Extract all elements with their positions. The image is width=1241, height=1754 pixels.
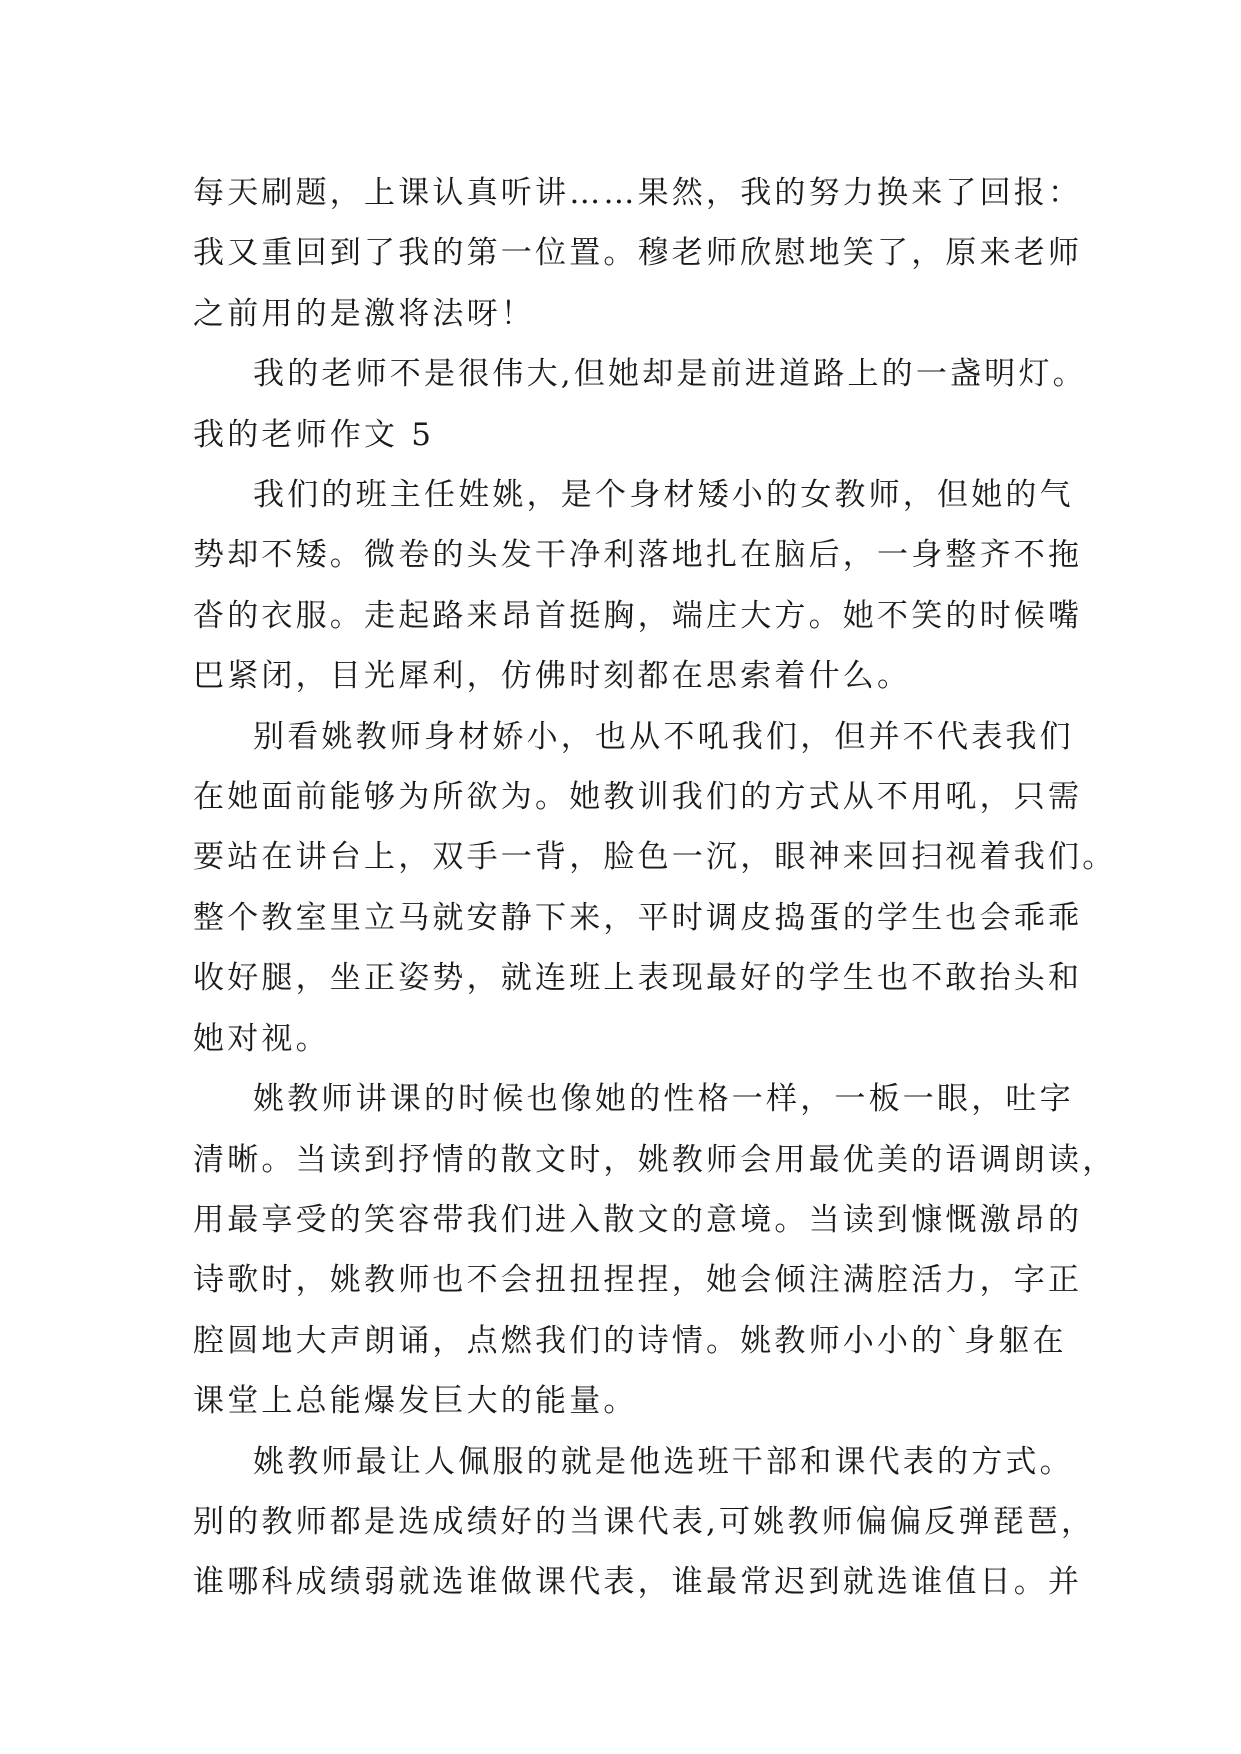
paragraph [193,344,1087,404]
text-line: 姚教师最让人佩服的就是他选班干部和课代表的方式。 [253,1443,1074,1480]
text-line: 在她面前能够为所欲为。她教训我们的方式从不用吼，只需 [193,779,1083,816]
text-line: 清晰。当读到抒情的散文时，姚教师会用最优美的语调朗读， [193,1141,1117,1178]
essay-body [193,163,1117,1613]
text-line: 整个教室里立马就安静下来，平时调皮捣蛋的学生也会乖乖 [193,899,1083,936]
text-line: 别的教师都是选成绩好的当课代表,可姚教师偏偏反弹琵琶， [193,1503,1096,1540]
text-line: 姚教师讲课的时候也像她的性格一样，一板一眼，吐字 [253,1081,1074,1118]
text-line: 课堂上总能爆发巨大的能量。 [193,1383,638,1420]
text-line: 之前用的是激将法呀！ [193,295,535,332]
text-line: 用最享受的笑容带我们进入散文的意境。当读到慷慨激昂的 [193,1201,1083,1238]
text-line: 沓的衣服。走起路来昂首挺胸，端庄大方。她不笑的时候嘴 [193,597,1083,634]
paragraph [193,707,1117,1069]
text-line: 势却不矮。微卷的头发干净利落地扎在脑后，一身整齐不拖 [193,537,1083,574]
text-line: 我的老师作文 5 [193,416,435,453]
paragraph [193,1432,1096,1613]
paragraph [193,1069,1117,1431]
text-line: 腔圆地大声朗诵，点燃我们的诗情。姚教师小小的`身躯在 [193,1322,1067,1359]
essay-heading [193,405,1073,465]
text-line: 我又重回到了我的第一位置。穆老师欣慰地笑了，原来老师 [193,235,1083,272]
paragraph [193,465,1083,707]
text-line: 别看姚教师身材娇小，也从不吼我们，但并不代表我们 [253,718,1074,755]
text-line: 每天刷题，上课认真听讲……果然，我的努力换来了回报： [193,175,1083,211]
text-line: 要站在讲台上，双手一背，脸色一沉，眼神来回扫视着我们。 [193,839,1117,876]
text-line: 我的老师不是很伟大,但她却是前进道路上的一盏明灯。 [253,356,1087,393]
text-line: 她对视。 [193,1020,330,1057]
text-line: 巴紧闭，目光犀利，仿佛时刻都在思索着什么。 [193,658,912,695]
text-line: 我们的班主任姓姚，是个身材矮小的女教师，但她的气 [253,477,1074,514]
text-line: 谁哪科成绩弱就选谁做课代表，谁最常迟到就选谁值日。并 [193,1564,1083,1601]
text-line: 诗歌时，姚教师也不会扭扭捏捏，她会倾注满腔活力，字正 [193,1262,1083,1299]
paragraph [193,163,1083,344]
text-line: 收好腿，坐正姿势，就连班上表现最好的学生也不敢抬头和 [193,960,1083,997]
